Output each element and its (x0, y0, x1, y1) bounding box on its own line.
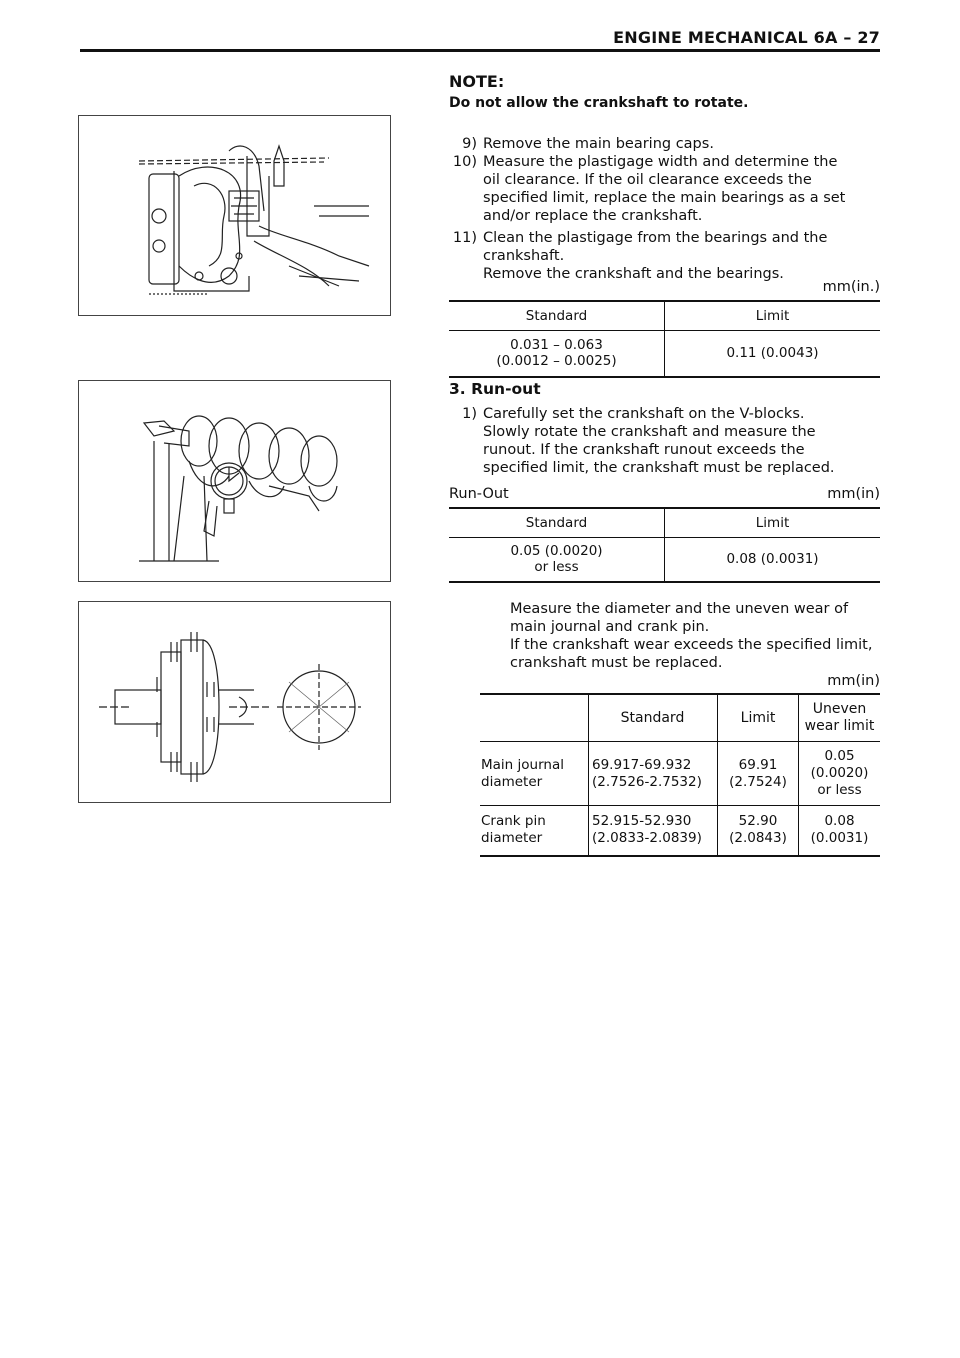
step-number: 10) (452, 154, 477, 170)
step-line: Clean the plastigage from the bearings and the (483, 230, 828, 246)
note-body: Do not allow the crankshaft to rotate. (449, 95, 749, 111)
row-standard (589, 742, 718, 806)
table-header-standard: Standard (449, 508, 665, 538)
row-uneven (799, 806, 881, 856)
cell-line: (2.0833-2.0839) (592, 830, 702, 847)
cell-line: diameter (481, 773, 543, 790)
table-cell-limit: 0.08 (0.0031) (665, 538, 881, 582)
page-header: ENGINE MECHANICAL 6A – 27 (613, 28, 880, 47)
note-title: NOTE: (449, 72, 505, 91)
step-line: and/or replace the crankshaft. (483, 208, 703, 224)
cell-line: (0.0012 – 0.0025) (496, 353, 617, 370)
cell-line: 0.08 (824, 813, 855, 830)
row-name (480, 806, 589, 856)
cell-line: diameter (481, 830, 543, 847)
cell-line: 52.90 (738, 813, 778, 830)
paragraph-line: If the crankshaft wear exceeds the specified limit, (510, 637, 873, 653)
row-name (480, 742, 589, 806)
paragraph-line: main journal and crank pin. (510, 619, 710, 635)
table-header-limit: Limit (665, 301, 881, 331)
step-line: runout. If the crankshaft runout exceeds the (483, 442, 805, 458)
table3-unit: mm(in) (827, 673, 880, 689)
figure-runout-measurement (78, 380, 391, 582)
cell-line: (2.0843) (729, 830, 787, 847)
table-header-uneven-wear: Uneven wear limit (799, 694, 881, 742)
table-row-main-journal (480, 742, 880, 806)
table-cell-standard (449, 538, 665, 582)
table1-unit: mm(in.) (822, 279, 880, 295)
table-header-blank (480, 694, 589, 742)
table-header-standard: Standard (589, 694, 718, 742)
section-title-runout: 3. Run-out (449, 380, 541, 398)
cell-line: 69.91 (738, 756, 778, 773)
row-uneven (799, 742, 881, 806)
cell-line: 52.915-52.930 (592, 813, 692, 830)
cell-line: (0.0020) (810, 765, 869, 781)
step-line: specified limit, replace the main bearings as a set (483, 190, 846, 206)
table-header-limit: Limit (718, 694, 799, 742)
paragraph-line: crankshaft must be replaced. (510, 655, 723, 671)
step-line: Slowly rotate the crankshaft and measure the (483, 424, 816, 440)
cell-line: Crank pin (481, 813, 546, 830)
step-line: specified limit, the crankshaft must be replaced. (483, 460, 835, 476)
step-line: Carefully set the crankshaft on the V-blocks. (483, 406, 805, 422)
cell-line: (2.7526-2.7532) (592, 773, 702, 790)
cell-line: (0.0031) (810, 830, 869, 847)
row-limit (718, 806, 799, 856)
oil-clearance-table (449, 300, 880, 378)
paragraph-line: Measure the diameter and the uneven wear of (510, 601, 849, 617)
cell-line: or less (817, 782, 862, 798)
cell-line: Main journal (481, 756, 564, 773)
table2-label: Run-Out (449, 486, 509, 502)
table-header-limit: Limit (665, 508, 881, 538)
step-line: Measure the plastigage width and determine the (483, 154, 838, 170)
step-line: crankshaft. (483, 248, 565, 264)
header-rule (80, 49, 880, 52)
table-cell-standard (449, 331, 665, 377)
step-number: 11) (452, 230, 477, 246)
journal-diameter-table (480, 693, 880, 857)
step-line: Remove the crankshaft and the bearings. (483, 266, 784, 282)
runout-table (449, 507, 880, 583)
table-header-standard: Standard (449, 301, 665, 331)
figure-journal-diameter (78, 601, 391, 803)
cell-line: or less (534, 559, 579, 576)
cell-line: (2.7524) (729, 773, 787, 790)
step-number: 1) (462, 406, 477, 422)
step-number: 9) (462, 136, 477, 152)
table2-unit: mm(in) (827, 486, 880, 502)
cell-line: 0.05 (0.0020) (510, 543, 603, 560)
row-standard (589, 806, 718, 856)
row-limit (718, 742, 799, 806)
table-cell-limit: 0.11 (0.0043) (665, 331, 881, 377)
step-line: Remove the main bearing caps. (483, 136, 714, 152)
table-row-crank-pin (480, 806, 880, 856)
cell-line: 0.05 (824, 748, 855, 764)
cell-line: 0.031 – 0.063 (510, 337, 603, 354)
figure-plastigage-measurement (78, 115, 391, 316)
step-line: oil clearance. If the oil clearance exceeds the (483, 172, 812, 188)
cell-line: 69.917-69.932 (592, 756, 692, 773)
measure-paragraph (510, 600, 872, 672)
